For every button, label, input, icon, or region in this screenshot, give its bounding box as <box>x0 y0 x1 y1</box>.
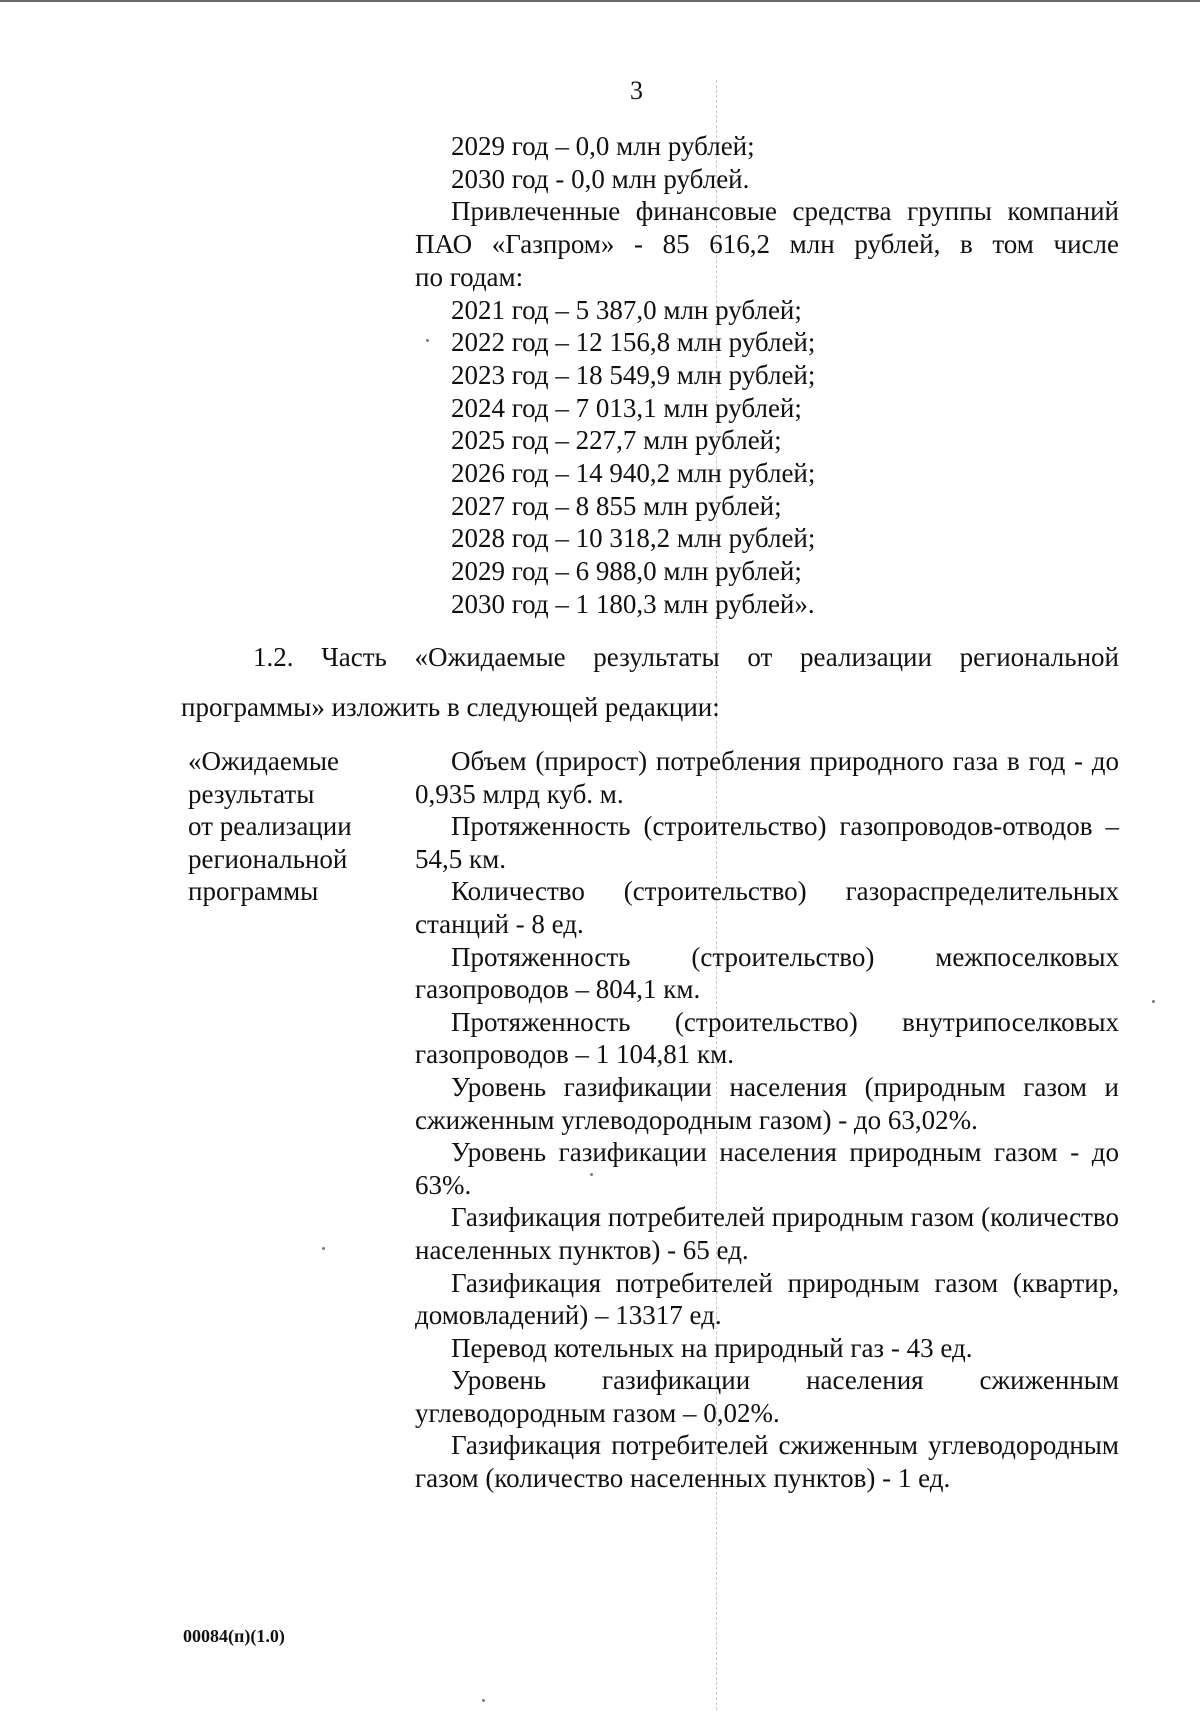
funding-line: 2029 год – 0,0 млн рублей; <box>451 131 755 161</box>
document-code: 00084(п)(1.0) <box>183 1626 285 1646</box>
funding-year-line: 2024 год – 7 013,1 млн рублей; <box>451 392 802 423</box>
gazprom-funding-paragraph <box>415 195 1119 293</box>
scan-speck <box>426 339 429 342</box>
results-label-line: «Ожидаемые <box>188 746 340 776</box>
scan-speck <box>322 1247 325 1250</box>
results-list <box>415 745 1119 1495</box>
result-item: Уровень газификации населения сжиженным углеводородным газом – 0,02%. <box>415 1365 1119 1428</box>
funding-year-line: 2030 год – 1 180,3 млн рублей». <box>451 588 815 619</box>
result-item: Газификация потребителей сжиженным углеводородным газом (количество населенных пунктов) - 1 ед. <box>415 1430 1119 1494</box>
results-label-line: региональной <box>188 843 348 874</box>
section-1-2 <box>181 632 1119 732</box>
result-item: Объем (прирост) потребления природного газа в год - до 0,935 млрд куб. м. <box>415 746 1119 809</box>
result-item: Протяженность (строительство) внутрипоселковых газопроводов – 1 104,81 км. <box>415 1006 1119 1070</box>
section-1-2-line2: программы» изложить в следующей редакции: <box>181 692 720 722</box>
funding-year-line: 2021 год – 5 387,0 млн рублей; <box>451 294 802 325</box>
scan-speck <box>1152 1000 1155 1003</box>
gazprom-funding-text-end: по годам: <box>415 261 524 292</box>
result-item: Газификация потребителей природным газом (квартир, домовладений) – 13317 ед. <box>415 1267 1119 1331</box>
result-item: Уровень газификации населения (природным газом и сжиженным углеводородным газом) - до 63,02%. <box>415 1071 1119 1135</box>
result-item: Протяженность (строительство) межпоселковых газопроводов – 804,1 км. <box>415 941 1119 1005</box>
funding-year-line: 2029 год – 6 988,0 млн рублей; <box>451 556 802 587</box>
scan-speck <box>590 1173 593 1176</box>
funding-year-line: 2028 год – 10 318,2 млн рублей; <box>451 523 816 554</box>
gazprom-funding-text: Привлеченные финансовые средства группы компаний ПАО «Газпром» - 85 616,2 млн рублей, в том числе <box>415 196 1119 260</box>
result-item: Протяженность (строительство) газопроводов-отводов – 54,5 км. <box>415 811 1119 874</box>
funding-year-line: 2026 год – 14 940,2 млн рублей; <box>451 458 816 489</box>
funding-year-line: 2027 год – 8 855 млн рублей; <box>451 490 782 521</box>
result-item: Газификация потребителей природным газом (количество населенных пунктов) - 65 ед. <box>415 1202 1119 1265</box>
results-label-line: программы <box>188 876 319 907</box>
funding-block <box>415 130 1119 621</box>
results-label-line: результаты <box>188 778 315 809</box>
page-top-edge <box>0 0 1200 2</box>
results-label <box>188 745 388 908</box>
results-label-line: от реализации <box>188 811 352 842</box>
page-number: 3 <box>630 76 643 105</box>
funding-year-line: 2023 год – 18 549,9 млн рублей; <box>451 359 816 390</box>
section-1-2-line1: 1.2. Часть «Ожидаемые результаты от реализации региональной <box>253 642 1119 672</box>
scan-speck <box>482 1699 485 1702</box>
result-item: Уровень газификации населения природным газом - до 63%. <box>415 1137 1119 1200</box>
funding-line: 2030 год - 0,0 млн рублей. <box>451 163 750 194</box>
funding-year-line: 2022 год – 12 156,8 млн рублей; <box>451 327 816 358</box>
result-item: Количество (строительство) газораспределительных станций - 8 ед. <box>415 876 1119 939</box>
result-item: Перевод котельных на природный газ - 43 ед. <box>451 1332 973 1363</box>
funding-year-line: 2025 год – 227,7 млн рублей; <box>451 425 782 456</box>
